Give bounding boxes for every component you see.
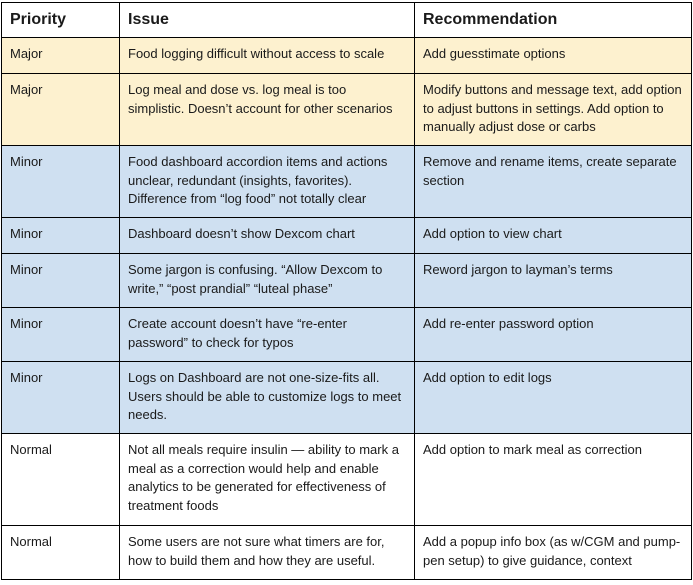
issue-cell: Food logging difficult without access to scale xyxy=(120,38,415,74)
recommendation-cell: Modify buttons and message text, add option to adjust buttons in settings. Add option to manually adjust dose or carbs xyxy=(415,74,692,146)
table-row xyxy=(2,526,692,580)
usability-issues-table xyxy=(1,2,692,580)
issue-cell: Food dashboard accordion items and actions unclear, redundant (insights, favorites). Difference from “log food” not totally clear xyxy=(120,146,415,218)
issue-cell: Log meal and dose vs. log meal is too simplistic. Doesn’t account for other scenarios xyxy=(120,74,415,146)
header-recommendation: Recommendation xyxy=(415,3,692,38)
recommendation-cell: Add a popup info box (as w/CGM and pump-pen setup) to give guidance, context xyxy=(415,526,692,580)
recommendation-cell: Add guesstimate options xyxy=(415,38,692,74)
priority-cell: Minor xyxy=(2,146,120,218)
issue-cell: Create account doesn’t have “re-enter password” to check for typos xyxy=(120,308,415,362)
issue-cell: Some jargon is confusing. “Allow Dexcom to write,” “post prandial” “luteal phase” xyxy=(120,254,415,308)
recommendation-cell: Add option to edit logs xyxy=(415,362,692,434)
table-row xyxy=(2,308,692,362)
priority-cell: Minor xyxy=(2,308,120,362)
table-row xyxy=(2,38,692,74)
priority-cell: Major xyxy=(2,38,120,74)
header-row xyxy=(2,3,692,38)
recommendation-cell: Add option to mark meal as correction xyxy=(415,434,692,526)
issue-cell: Not all meals require insulin — ability to mark a meal as a correction would help and enable analytics to be generated for effectiveness of treatment foods xyxy=(120,434,415,526)
priority-cell: Normal xyxy=(2,434,120,526)
table-row xyxy=(2,74,692,146)
issue-cell: Logs on Dashboard are not one-size-fits all. Users should be able to customize logs to meet needs. xyxy=(120,362,415,434)
recommendation-cell: Add re-enter password option xyxy=(415,308,692,362)
priority-cell: Minor xyxy=(2,218,120,254)
table-row xyxy=(2,434,692,526)
recommendation-cell: Add option to view chart xyxy=(415,218,692,254)
priority-cell: Minor xyxy=(2,254,120,308)
recommendation-cell: Remove and rename items, create separate section xyxy=(415,146,692,218)
priority-cell: Normal xyxy=(2,526,120,580)
header-priority: Priority xyxy=(2,3,120,38)
table-row xyxy=(2,146,692,218)
header-issue: Issue xyxy=(120,3,415,38)
priority-cell: Major xyxy=(2,74,120,146)
table-row xyxy=(2,362,692,434)
priority-cell: Minor xyxy=(2,362,120,434)
table-row xyxy=(2,218,692,254)
issue-cell: Dashboard doesn’t show Dexcom chart xyxy=(120,218,415,254)
issue-cell: Some users are not sure what timers are for, how to build them and how they are useful. xyxy=(120,526,415,580)
table-row xyxy=(2,254,692,308)
recommendation-cell: Reword jargon to layman’s terms xyxy=(415,254,692,308)
